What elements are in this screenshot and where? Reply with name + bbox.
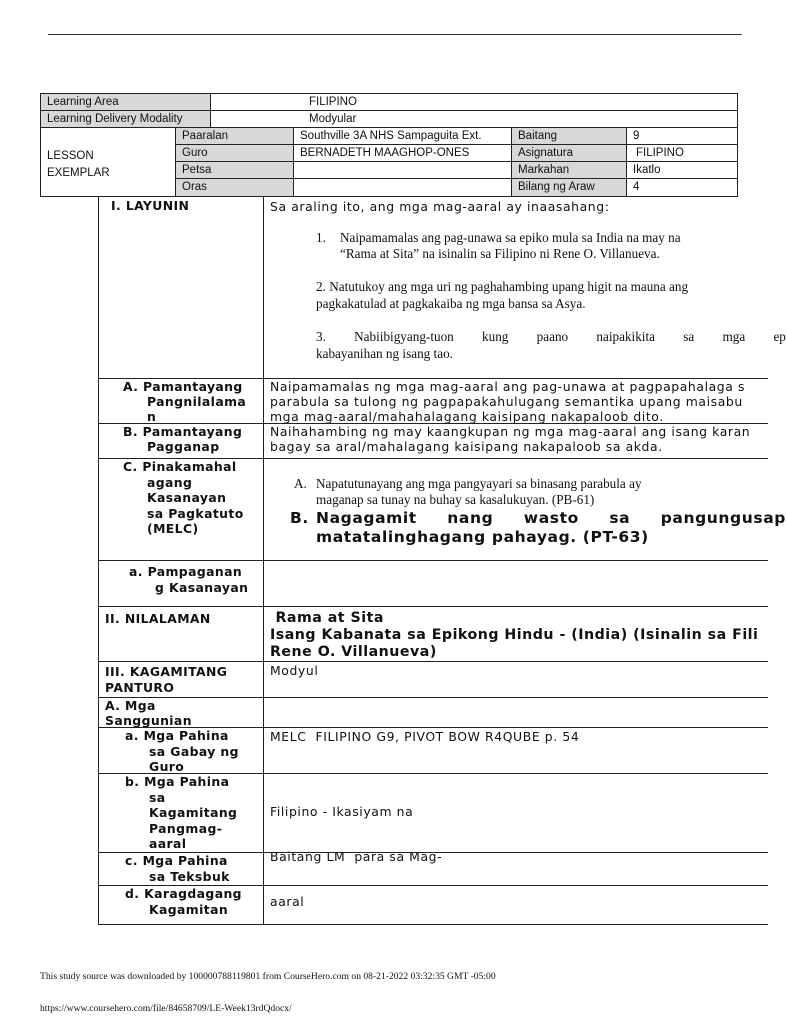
pamantayang-pangnilalaman-label xyxy=(98,378,263,423)
layunin-item-2-line-2: pagkakatulad at pagkakaiba ng mga bansa sa Asya. xyxy=(316,296,586,311)
pamantayang-pangnilalaman-text xyxy=(263,378,768,423)
label-line: Pagganap xyxy=(147,439,220,454)
label-line: Kasanayan xyxy=(147,490,227,505)
markahan-value: Ikatlo xyxy=(627,162,737,179)
melc-a-line-2: maganap sa tunay na buhay sa kasalukuyan. (PB-61) xyxy=(316,492,595,507)
melc-cell xyxy=(263,458,786,560)
learning-area-value: FILIPINO xyxy=(211,94,737,111)
label-line: g Kasanayan xyxy=(155,579,249,595)
label-line: a. Mga Pahina xyxy=(125,728,229,743)
layunin-cell xyxy=(263,196,786,378)
word: wasto xyxy=(523,509,579,527)
label-line: Guro xyxy=(149,759,185,774)
guro-label: Guro xyxy=(176,145,294,162)
word: ep xyxy=(773,329,786,344)
label-line: PANTURO xyxy=(105,679,175,695)
label-line: Kagamitan xyxy=(149,901,229,917)
pamantayang-pagganap-text xyxy=(263,423,768,458)
nilalaman-label: II. NILALAMAN xyxy=(98,606,263,661)
baitang-label: Baitang xyxy=(512,128,627,145)
label-line: b. Mga Pahina xyxy=(125,774,230,789)
value-line: aaral xyxy=(270,894,305,909)
nilalaman-title: Rama at Sita xyxy=(270,610,384,626)
label-line: n xyxy=(147,409,157,424)
layunin-item-1-number: 1. xyxy=(316,230,326,245)
lesson-label: LESSON xyxy=(47,150,94,162)
markahan-label: Markahan xyxy=(512,162,627,179)
learning-area-label: Learning Area xyxy=(41,94,211,111)
text-line: bagay sa aral/mahalagang kaisipang nakapaloob sa akda. xyxy=(270,439,663,454)
layunin-intro: Sa araling ito, ang mga mag-aaral ay inaasahang: xyxy=(270,199,610,214)
text-line: Naihahambing ng may kaangkupan ng mga mag-aaral ang isang karan xyxy=(270,424,751,439)
sanggunian-label xyxy=(98,697,263,727)
bilang-label: Bilang ng Araw xyxy=(512,179,627,196)
paaralan-value: Southville 3A NHS Sampaguita Ext. xyxy=(294,128,512,145)
asignatura-value: FILIPINO xyxy=(627,145,737,162)
modality-value: Modyular xyxy=(211,111,737,128)
nilalaman-value xyxy=(263,606,768,661)
label-line: Sanggunian xyxy=(105,713,192,728)
word: Nabiibigyang-tuon xyxy=(354,329,454,344)
lesson-table xyxy=(98,196,786,925)
top-rule xyxy=(48,34,742,35)
melc-b-line-2: matatalinghagang pahayag. (PT-63) xyxy=(316,528,649,546)
sanggunian-value xyxy=(263,697,768,727)
label-line: sa Teksbuk xyxy=(149,868,230,884)
melc-b-number: B. xyxy=(290,509,309,527)
word: sa xyxy=(609,509,631,527)
layunin-label: I. LAYUNIN xyxy=(98,196,263,378)
word: Nagagamit xyxy=(316,509,417,527)
word: naipakikita xyxy=(596,329,655,344)
label-line: sa Pagkatuto xyxy=(147,505,244,521)
label-line: sa xyxy=(149,789,166,805)
nilalaman-subtitle: Isang Kabanata sa Epikong Hindu - (India) (Isinalin sa Fili xyxy=(270,627,759,643)
label-line: A. Mga xyxy=(105,698,156,713)
petsa-value xyxy=(294,162,512,179)
label-line: III. KAGAMITANG xyxy=(105,664,228,679)
text-line: mga mag-aaral/mahahalagang kaisipang nakapaloob dito. xyxy=(270,409,664,424)
kagamitang-panturo-label xyxy=(98,661,263,697)
kagamitang-mag-aaral-label xyxy=(98,773,263,852)
word: kung xyxy=(482,329,509,344)
word: sa xyxy=(683,329,695,344)
label-line: d. Karagdagang xyxy=(125,886,242,901)
karagdagang-kagamitan-value xyxy=(263,885,768,925)
text-line: parabula sa tulong ng pagpapakahulugang semantika upang maisabu xyxy=(270,394,743,409)
word: paano xyxy=(536,329,569,344)
layunin-item-1-line-1: Naipamamalas ang pag-unawa sa epiko mula sa India na may na xyxy=(340,230,681,245)
word: mga xyxy=(722,329,746,344)
asignatura-label: Asignatura xyxy=(512,145,627,162)
exemplar-label: EXEMPLAR xyxy=(47,167,110,179)
text-line: Naipamamalas ng mga mag-aaral ang pag-unawa at pagpapahalaga s xyxy=(270,379,746,394)
petsa-label: Petsa xyxy=(176,162,294,179)
modality-label: Learning Delivery Modality xyxy=(41,111,211,128)
label-line: C. Pinakamahal xyxy=(123,459,237,474)
nilalaman-translator: Rene O. Villanueva) xyxy=(270,644,437,660)
label-line: aaral xyxy=(149,836,187,851)
melc-a-line-1: Napatutunayang ang mga pangyayari sa binasang parabula ay xyxy=(316,476,642,491)
lesson-exemplar-label xyxy=(41,128,176,196)
layunin-item-2-line-1: 2. Natutukoy ang mga uri ng paghahambing upang higit na mauna ang xyxy=(316,279,689,294)
melc-a-number: A. xyxy=(294,476,307,491)
label-line: c. Mga Pahina xyxy=(125,853,228,868)
teksbuk-value xyxy=(263,852,768,885)
kagamitang-mag-aaral-value xyxy=(263,773,768,909)
word: nang xyxy=(447,509,494,527)
pampaganang-kasanayan-value xyxy=(263,560,768,606)
label-line: B. Pamantayang xyxy=(123,424,243,439)
karagdagang-kagamitan-label xyxy=(98,885,263,925)
download-notice: This study source was downloaded by 100000788119801 from CourseHero.com on 08-21-2022 03:32:35 GMT -05:00 xyxy=(40,971,496,982)
header-table xyxy=(40,93,738,197)
word: 3. xyxy=(316,329,326,344)
pampaganang-kasanayan-label xyxy=(98,560,263,606)
guro-value: BERNADETH MAAGHOP-ONES xyxy=(294,145,512,162)
oras-label: Oras xyxy=(176,179,294,196)
value-line: Filipino - Ikasiyam na xyxy=(270,804,414,819)
label-line: agang xyxy=(147,474,193,490)
label-line: A. Pamantayang xyxy=(123,379,243,394)
bilang-value: 4 xyxy=(633,181,640,193)
kagamitang-panturo-value: Modyul xyxy=(263,661,768,697)
gabay-guro-value: MELC FILIPINO G9, PIVOT BOW R4QUBE p. 54 xyxy=(263,727,768,773)
paaralan-label: Paaralan xyxy=(176,128,294,145)
melc-label xyxy=(98,458,263,560)
gabay-guro-label xyxy=(98,727,263,773)
label-line: Kagamitang xyxy=(149,805,238,820)
label-line: sa Gabay ng xyxy=(149,743,239,759)
layunin-item-3-line-1 xyxy=(316,329,786,345)
label-line: a. Pampaganan xyxy=(129,564,243,579)
label-line: Pangnilalama xyxy=(147,394,247,409)
melc-b-line-1 xyxy=(316,509,786,527)
label-line: (MELC) xyxy=(147,521,199,536)
layunin-item-1-line-2: “Rama at Sita” na isinalin sa Filipino ni Rene O. Villanueva. xyxy=(340,246,660,261)
pamantayang-pagganap-label xyxy=(98,423,263,458)
label-line: Pangmag- xyxy=(149,820,223,836)
value-line: Baitang LM para sa Mag- xyxy=(270,849,443,864)
teksbuk-label xyxy=(98,852,263,885)
baitang-value: 9 xyxy=(627,128,737,145)
word: pangungusap xyxy=(660,509,786,527)
layunin-item-3-line-2: kabayanihan ng isang tao. xyxy=(316,346,453,361)
oras-value xyxy=(294,179,512,196)
source-url[interactable]: https://www.coursehero.com/file/84658709/LE-Week13rdQdocx/ xyxy=(40,1003,292,1014)
